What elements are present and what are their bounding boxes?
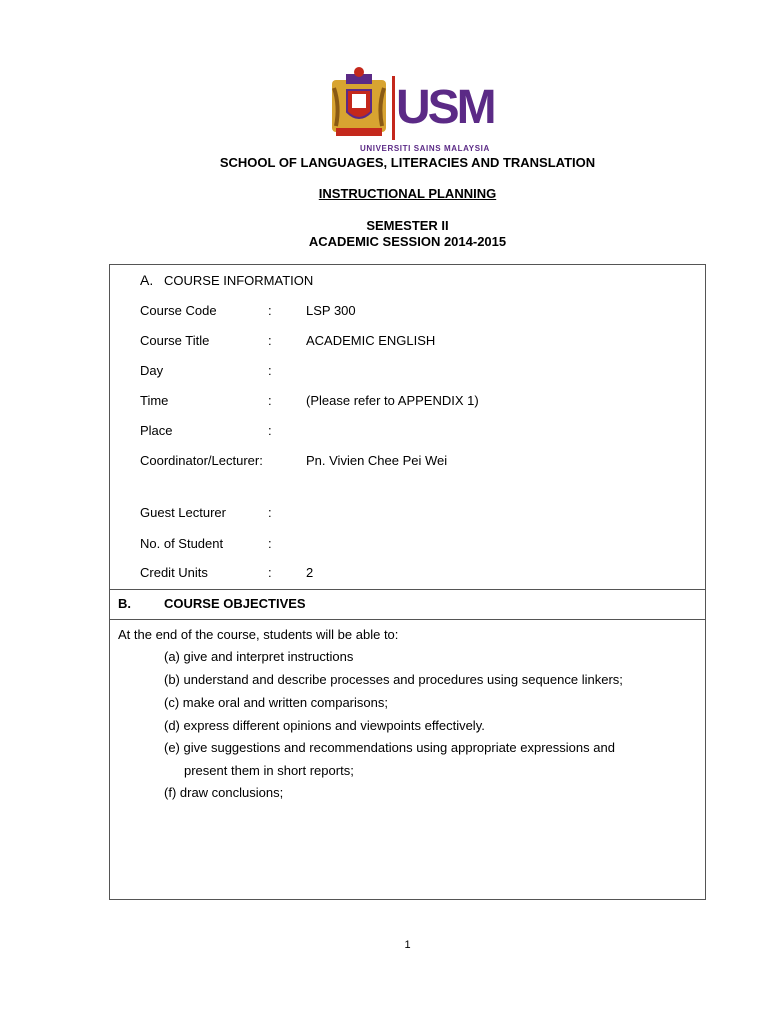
place-label: Place bbox=[140, 423, 173, 438]
university-logo bbox=[330, 64, 494, 160]
coordinator-label: Coordinator/Lecturer: bbox=[140, 453, 263, 468]
time-label: Time bbox=[140, 393, 169, 408]
crest-icon bbox=[330, 66, 388, 140]
section-a-letter: A. bbox=[140, 272, 154, 288]
coordinator-value: Pn. Vivien Chee Pei Wei bbox=[306, 453, 448, 468]
logo-caption: UNIVERSITI SAINS MALAYSIA bbox=[360, 144, 490, 153]
usm-wordmark: USM bbox=[396, 81, 494, 134]
page-number: 1 bbox=[404, 939, 411, 951]
objective-d: (d) express different opinions and viewpoints effectively. bbox=[164, 718, 485, 733]
objective-f: (f) draw conclusions; bbox=[164, 785, 284, 800]
day-label: Day bbox=[140, 363, 164, 378]
place-colon: : bbox=[268, 423, 272, 438]
objective-a: (a) give and interpret instructions bbox=[164, 649, 354, 664]
section-a-title: COURSE INFORMATION bbox=[164, 273, 314, 288]
no-of-student-colon: : bbox=[268, 536, 272, 551]
time-value: (Please refer to APPENDIX 1) bbox=[306, 393, 479, 408]
document-title: INSTRUCTIONAL PLANNING bbox=[318, 186, 497, 201]
time-colon: : bbox=[268, 393, 272, 408]
no-of-student-label: No. of Student bbox=[140, 536, 224, 551]
credit-units-value: 2 bbox=[306, 565, 314, 580]
objective-e-continued: present them in short reports; bbox=[184, 763, 354, 778]
credit-units-colon: : bbox=[268, 565, 272, 580]
guest-lecturer-label: Guest Lecturer bbox=[140, 505, 226, 520]
course-title-value: ACADEMIC ENGLISH bbox=[306, 333, 436, 348]
course-code-colon: : bbox=[268, 303, 272, 318]
objectives-intro: At the end of the course, students will be able to: bbox=[118, 627, 399, 642]
logo-accent-bar bbox=[392, 76, 395, 140]
credit-units-label: Credit Units bbox=[140, 565, 208, 580]
session-label: ACADEMIC SESSION 2014-2015 bbox=[308, 234, 507, 249]
section-b-title: COURSE OBJECTIVES bbox=[164, 596, 306, 611]
objective-c: (c) make oral and written comparisons; bbox=[164, 695, 388, 710]
section-b-letter: B. bbox=[118, 596, 131, 611]
course-code-value: LSP 300 bbox=[306, 303, 356, 318]
day-colon: : bbox=[268, 363, 272, 378]
school-name: SCHOOL OF LANGUAGES, LITERACIES AND TRANSLATION bbox=[219, 155, 596, 170]
course-title-colon: : bbox=[268, 333, 272, 348]
objective-e: (e) give suggestions and recommendations using appropriate expressions and bbox=[164, 740, 615, 755]
objective-b: (b) understand and describe processes and procedures using sequence linkers; bbox=[164, 672, 623, 687]
semester-label: SEMESTER II bbox=[366, 218, 449, 233]
course-title-label: Course Title bbox=[140, 333, 210, 348]
course-code-label: Course Code bbox=[140, 303, 217, 318]
guest-lecturer-colon: : bbox=[268, 505, 272, 520]
